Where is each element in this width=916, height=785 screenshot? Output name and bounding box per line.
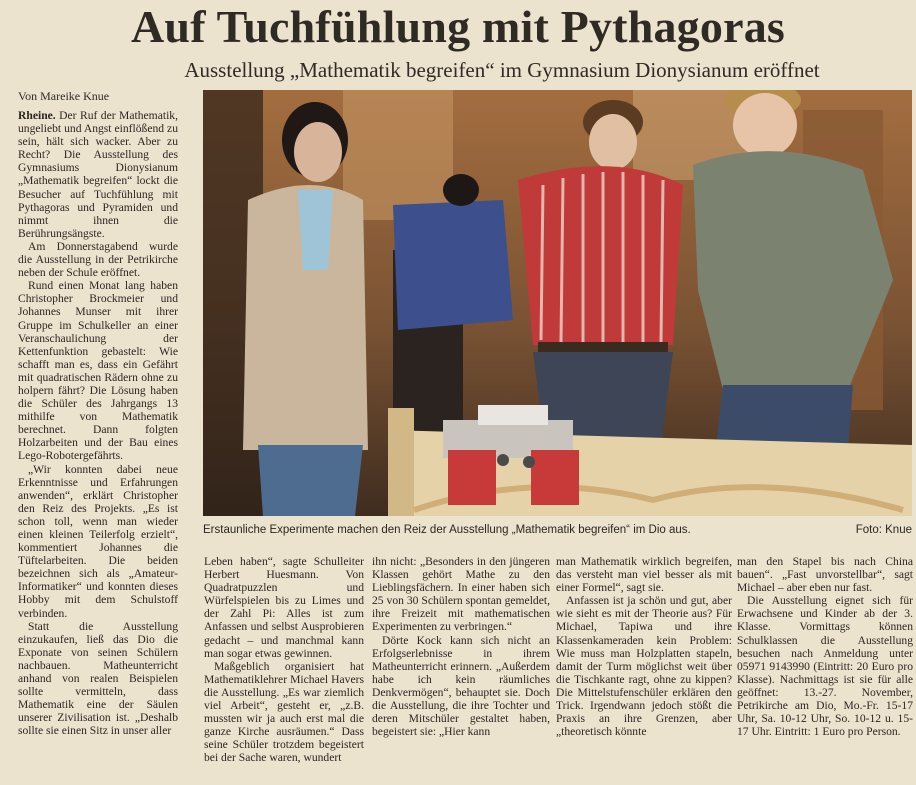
paragraph: Anfassen ist ja schön und gut, aber wie sieht es mit der Theorie aus? Für Michael, Tapiwa und ihre Klassenkameraden kein Problem: Wie muss man Holzplatten stapeln, damit der Turm möglichst weit über die Tischkante ragt, ohne zu kippen? Die Mittelstufenschüler erklären den Trick. Irgendwann jedoch stößt die Praxis an ihre Grenzen, aber „theoretisch könnte — [556, 594, 732, 739]
paragraph: Statt die Ausstellung einzukaufen, ließ das Dio die Exponate von seinen Schülern nachbauen. Matheunterricht anhand von realen Beispielen sollte vermitteln, dass Mathematik eine der Säulen unserer Zivilisation ist. „Deshalb sollte sie einen Sitz in unser aller — [18, 619, 178, 738]
paragraph: man den Stapel bis nach China bauen“. „Fast unvorstellbar“, sagt Michael – aber eben nur fast. — [737, 555, 913, 595]
dateline: Rheine. — [18, 109, 56, 122]
paragraph-text: Der Ruf der Mathematik, ungeliebt und Angst einflößend zu sein, hält sich wacker. Aber zu Recht? Die Ausstellung des Gymnasiums Dionysianum „Mathematik begreifen“ lockt die Besucher auf Tuchfühlung mit Pythagoras und Pyramiden und nimmt ihnen die Berührungsängste. — [18, 109, 178, 240]
paragraph: Am Donnerstagabend wurde die Ausstellung in der Petrikirche neben der Schule eröffnet. — [18, 239, 178, 280]
paragraph: Leben haben“, sagte Schulleiter Herbert Huesmann. Von Quadratpuzzlen und Würfelspielen bis zu Limes und der Zahl Pi: Alles ist zum Anfassen und selbst Ausprobieren gedacht – und manchmal kann man sogar etwas gewinnen. — [204, 555, 364, 660]
paragraph: man Mathematik wirklich begreifen, das versteht man viel besser als mit einer Formel“, sagt sie. — [556, 555, 732, 595]
article-column-4 — [556, 555, 732, 783]
paragraph: Maßgeblich organisiert hat Mathematiklehrer Michael Havers die Ausstellung. „Es war ziemlich viel Arbeit“, gesteht er, „z.B. mussten wir ja auch erst mal die ganze Kirche ausräumen.“ Dass seine Schüler trotzdem begeistert bei der Sache waren, wundert — [204, 659, 364, 765]
paragraph: Dörte Kock kann sich nicht an Erfolgserlebnisse in ihrem Matheunterricht erinnern. „Außerdem habe ich kein räumliches Denkvermögen“, behauptet sie. Doch die Ausstellung, die ihre Tochter und deren Mitschüler gestaltet haben, begeistert sie: „Hier kann — [372, 633, 550, 739]
photo-illustration — [203, 90, 912, 516]
photo-credit: Foto: Knue — [855, 524, 912, 536]
caption-text: Erstaunliche Experimente machen den Reiz der Ausstellung „Mathematik begreifen“ im Dio aus. — [203, 524, 691, 536]
photo-caption — [203, 524, 912, 536]
article-column-2 — [204, 555, 364, 783]
paragraph: ihn nicht: „Besonders in den jüngeren Klassen gehört Mathe zu den Lieblingsfächern. In einer haben sich 25 von 30 Schülern spontan gemeldet, ihre Freizeit mit mathematischen Experimenten zu verbringen.“ — [372, 555, 550, 634]
paragraph: Die Ausstellung eignet sich für Erwachsene und Kinder ab der 3. Klasse. Vormittags können Schulklassen die Ausstellung besuchen nach Anmeldung unter 05971 9143990 (Eintritt: 20 Euro pro Klasse). Nachmittags ist sie für alle geöffnet: 13.-27. November, Petrikirche am Dio, Mo.-Fr. 15-17 Uhr, Sa. 10-12 Uhr, So. 10-12 u. 15-17 Uhr. Eintritt: 1 Euro pro Person. — [737, 594, 913, 739]
paragraph: Rund einen Monat lang haben Christopher Brockmeier und Johannes Munser mit ihrer Gruppe im Schulkeller an einer Veranschaulichung der Kettenfunktion gebastelt: Wie schafft man es, dass ein Gefährt mit quadratischen Rädern ohne zu holpern fährt? Die Lösung haben die Schüler des Jahrgangs 13 mithilfe von Mathematik berechnet. Dann folgten Holzarbeiten und der Bau eines Lego-Robotergefährts. — [18, 279, 178, 463]
subheadline: Ausstellung „Mathematik begreifen“ im Gymnasium Dionysianum eröffnet — [184, 58, 820, 82]
paragraph: „Wir konnten dabei neue Erkenntnisse und Erfahrungen anwenden“, erklärt Christopher den Reiz des Projekts. „Es ist schon toll, wenn man wieder einen kleinen Teilerfolg erzielt“, kommentiert Johannes die Tüftelarbeiten. Die beiden bezeichnen sich als „Amateur-Informatiker“ und konnten dieses Hobby mit dem Schulstoff verbinden. — [18, 462, 178, 620]
article-column-1 — [18, 109, 178, 782]
byline: Von Mareike Knue — [18, 89, 110, 103]
article-column-3 — [372, 555, 550, 783]
article-photo — [203, 90, 912, 516]
article-column-5 — [737, 555, 913, 783]
paragraph — [18, 109, 178, 240]
headline: Auf Tuchfühlung mit Pythagoras — [131, 1, 785, 52]
